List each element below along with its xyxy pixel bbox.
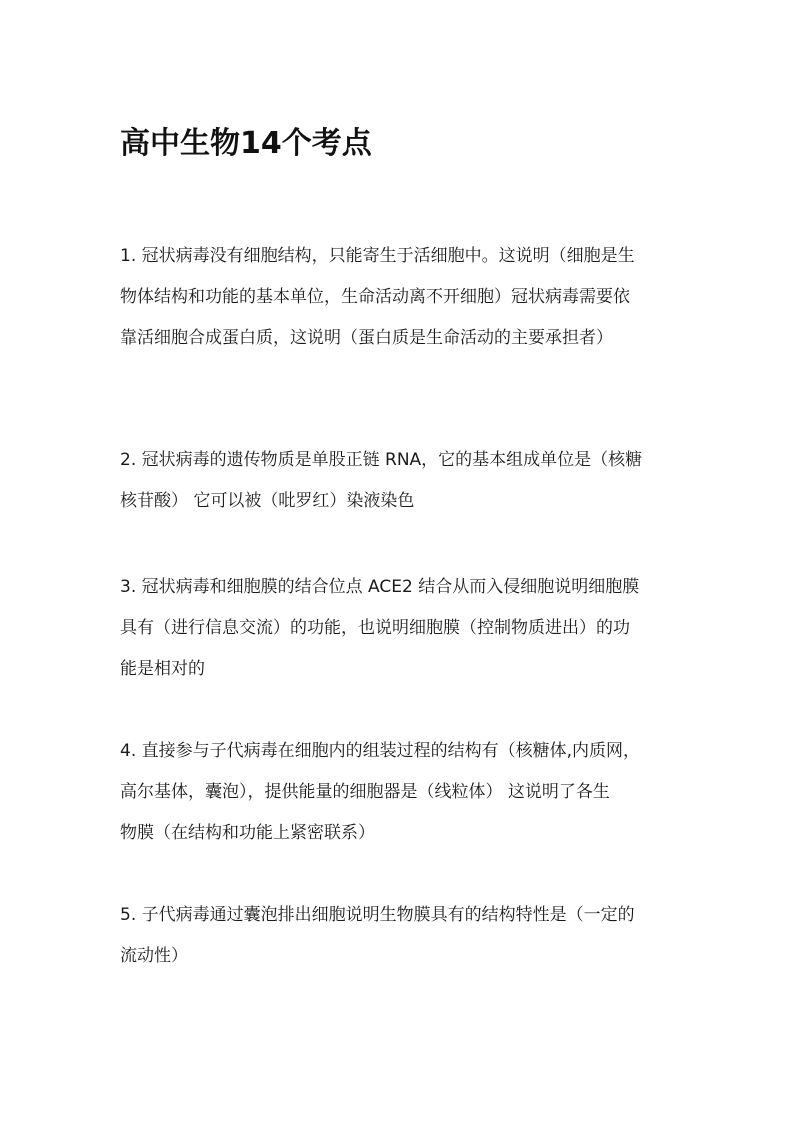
paragraph-4 (120, 731, 680, 854)
paragraph-line: 高尔基体，囊泡），提供能量的细胞器是（线粒体） 这说明了各生 (120, 782, 610, 802)
paragraph-2 (120, 440, 680, 522)
paragraph-3 (120, 567, 680, 690)
paragraph-line: 4. 直接参与子代病毒在细胞内的组装过程的结构有（核糖体,内质网， (120, 741, 641, 761)
paragraph-line: 2. 冠状病毒的遗传物质是单股正链 RNA，它的基本组成单位是（核糖 (120, 450, 643, 470)
paragraph-line: 靠活细胞合成蛋白质，这说明（蛋白质是生命活动的主要承担者） (120, 328, 613, 348)
paragraph-line: 能是相对的 (120, 659, 205, 679)
page-title: 高中生物14个考点 (120, 126, 372, 161)
paragraph-line: 具有（进行信息交流）的功能，也说明细胞膜（控制物质进出）的功 (120, 618, 630, 638)
paragraph-line: 物膜（在结构和功能上紧密联系） (120, 823, 375, 843)
paragraph-1 (120, 236, 680, 359)
paragraph-line: 5. 子代病毒通过囊泡排出细胞说明生物膜具有的结构特性是（一定的 (120, 905, 635, 925)
paragraph-line: 物体结构和功能的基本单位，生命活动离不开细胞）冠状病毒需要依 (120, 287, 630, 307)
paragraph-5 (120, 895, 680, 977)
paragraph-line: 1. 冠状病毒没有细胞结构，只能寄生于活细胞中。这说明（细胞是生 (120, 246, 635, 266)
paragraph-line: 流动性） (120, 946, 188, 966)
paragraph-line: 核苷酸） 它可以被（吡罗红）染液染色 (120, 491, 415, 511)
paragraph-line: 3. 冠状病毒和细胞膜的结合位点 ACE2 结合从而入侵细胞说明细胞膜 (120, 577, 640, 597)
